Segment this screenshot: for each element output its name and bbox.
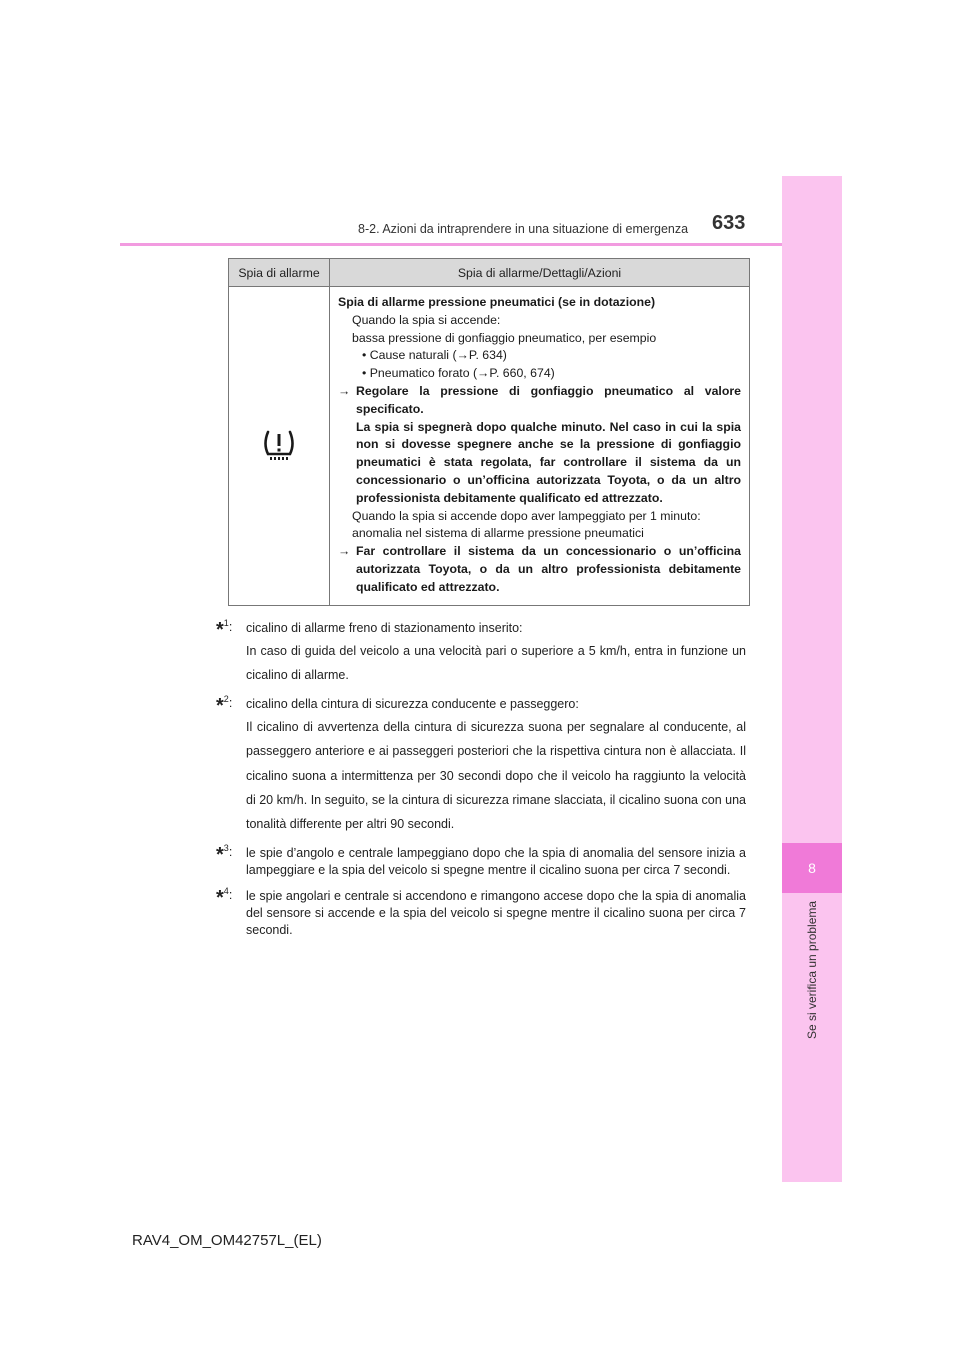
footnotes xyxy=(216,620,746,948)
tire-pressure-warning-icon xyxy=(259,426,299,462)
footnote-body: Il cicalino di avvertenza della cintura di sicurezza suona per segnalare al conducente, al passeggero anteriore e ai passeggeri posteriori che la rispettiva cintura non è allacciata. Il cicalino suona a intermittenza per 30 secondi dopo che il veicolo ha raggiunto la velocità di 20 km/h. In seguito, se la cintura di sicurezza rimane slacciata, il cicalino suona con una tonalità differente per altri 90 secondi. xyxy=(246,719,746,832)
footnote-title: cicalino di allarme freno di stazionamento inserito: xyxy=(246,621,523,635)
icon-cell xyxy=(229,287,330,606)
footnote-text: le spie angolari e centrale si accendono e rimangono accese dopo che la spia di anomalia del sensore si accende e la spia del veicolo si spegne mentre il cicalino suona per circa 7 secondi. xyxy=(246,888,746,938)
description-cell xyxy=(330,287,750,606)
list-item: • Pneumatico forato (→P. 660, 674) xyxy=(362,366,555,381)
footnote xyxy=(216,620,746,688)
footnote xyxy=(216,842,746,880)
arrow-icon: → xyxy=(338,544,351,559)
chapter-number: 8 xyxy=(782,843,842,893)
action-item: → Far controllare il sistema da un concessionario o un’officina autorizzata Toyota, o da un altro professionista debitamente qualificato ed attrezzato. xyxy=(338,544,741,594)
column-header: Spia di allarme/Dettagli/Azioni xyxy=(330,259,750,287)
table-header-row xyxy=(229,259,750,287)
footnote-text: le spie d’angolo e centrale lampeggiano dopo che la spia di anomalia del sensore inizia a lampeggiare e la spia del veicolo si spegne mentre il cicalino suona per circa 7 secondi. xyxy=(246,845,746,878)
cause-text: anomalia nel sistema di allarme pressione pneumatici xyxy=(352,526,644,541)
warning-title: Spia di allarme pressione pneumatici (se in dotazione) xyxy=(338,295,656,309)
footnote-marker: *$^2$: xyxy=(216,693,233,717)
footnote xyxy=(216,693,746,837)
footnote-title: cicalino della cintura di sicurezza conducente e passeggero: xyxy=(246,696,579,711)
list-item: • Cause naturali (→P. 634) xyxy=(362,348,507,363)
arrow-icon: → xyxy=(338,383,351,398)
warning-table xyxy=(228,258,750,606)
condition-text: Quando la spia si accende dopo aver lampeggiato per 1 minuto: xyxy=(352,508,701,523)
page-number: 633 xyxy=(712,212,746,234)
column-header: Spia di allarme xyxy=(229,259,330,287)
cause-text: bassa pressione di gonfiaggio pneumatico, per esempio xyxy=(352,330,657,345)
footnote-marker: *$^3$: xyxy=(216,842,233,866)
condition-text: Quando la spia si accende: xyxy=(352,312,501,327)
chapter-title: Se si verifica un problema xyxy=(805,900,819,1040)
footnote xyxy=(216,885,746,940)
action-item: → Regolare la pressione di gonfiaggio pneumatico al valore specificato. La spia si spegnerà dopo qualche minuto. Nel caso in cui la spia non si dovesse spegnere anche se la pressione di gonfiaggio pneumatici è stata regolata, far controllare il sistema da un concessionario o un’officina autorizzata Toyota, o da un altro professionista debitamente qualificato ed attrezzato. xyxy=(338,383,741,505)
footnote-marker: *$^4$: xyxy=(216,885,233,909)
document-code: RAV4_OM_OM42757L_(EL) xyxy=(132,1232,322,1249)
header-divider xyxy=(120,243,782,246)
section-title: 8-2. Azioni da intraprendere in una situazione di emergenza xyxy=(358,222,689,236)
footnote-marker: *$^1$: xyxy=(216,618,233,642)
footnote-body: In caso di guida del veicolo a una velocità pari o superiore a 5 km/h, entra in funzione un cicalino di allarme. xyxy=(246,644,746,683)
table-row xyxy=(229,287,750,606)
